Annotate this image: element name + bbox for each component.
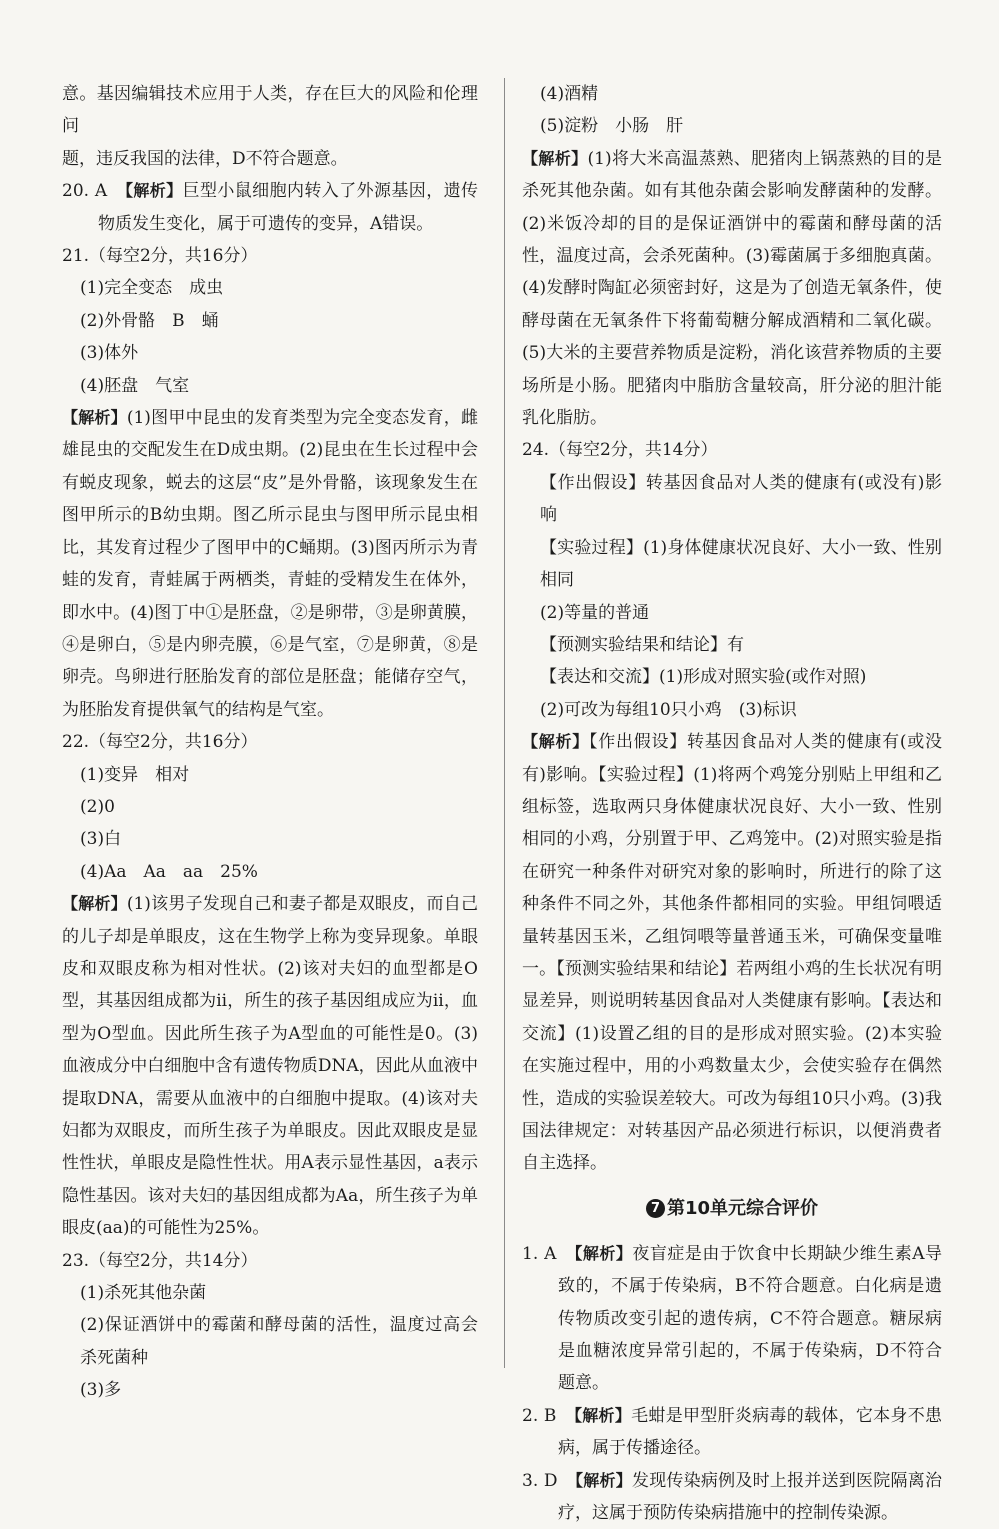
left-column xyxy=(62,78,478,1407)
answer-line: (1)变异 相对 xyxy=(80,764,190,785)
analysis-text: 巨型小鼠细胞内转入了外源基因，遗传物质发生变化，属于可遗传的变异，A错误。 xyxy=(98,181,479,234)
answer-line: 【表达和交流】(1)形成对照实验(或作对照) xyxy=(540,667,867,688)
answer-s3 xyxy=(522,1465,942,1529)
answer-s1 xyxy=(522,1238,942,1400)
analysis-tag: 【解析】 xyxy=(574,1470,632,1490)
answer-line: 【作出假设】转基因食品对人类的健康有(或没有)影响 xyxy=(540,472,942,526)
analysis-tag: 【解析】 xyxy=(62,408,127,428)
analysis-text: 发现传染病例及时上报并送到医院隔离治疗，这属于预防传染病措施中的控制传染源。 xyxy=(558,1470,943,1524)
analysis-text: 夜盲症是由于饮食中长期缺少维生素A导致的，不属于传染病，B不符合题意。白化病是遗传物质改变引起的遗传病，C不符合题意。糖尿病是血糖浓度异常引起的，不属于传染病，D不符合题意。 xyxy=(558,1243,942,1394)
answer-line: (4)胚盘 气室 xyxy=(80,375,190,396)
answer-line: (2)等量的普通 xyxy=(540,602,650,623)
analysis-text: (1)该男子发现自己和妻子都是双眼皮，而自己的儿子却是单眼皮，这在生物学上称为变异现象。单眼皮和双眼皮称为相对性状。(2)该对夫妇的血型都是O型，其基因组成都为ii，所生的孩子基因组成应为ii，血型为O型血。因此所生孩子为A型血的可能性是0。(3)血液成分中白细胞中含有遗传物质DNA，因此从血液中提取DNA，需要从血液中的白细胞中提取。(4)该对夫妇都为双眼皮，而所生孩子为单眼皮。因此双眼皮是显性性状，单眼皮是隐性性状。用A表示显性基因，a表示隐性基因。该对夫妇的基因组成都为Aa，所生孩子为单眼皮(aa)的可能性为25%。 xyxy=(62,894,478,1239)
column-divider xyxy=(504,78,505,1368)
answer-line: (2)保证酒饼中的霉菌和酵母菌的活性，温度过高会杀死菌种 xyxy=(80,1315,478,1368)
analysis-text: 【作出假设】转基因食品对人类的健康有(或没有)影响。【实验过程】(1)将两个鸡笼分别贴上甲组和乙组标签，选取两只身体健康状况良好、大小一致、性别相同的小鸡，分别置于甲、乙鸡笼中。(2)对照实验是指在研究一种条件对研究对象的影响时，所进行的除了这种条件不同之外，其他条件都相同的实验。甲组饲喂适量转基因玉米，乙组饲喂等量普通玉米，可确保变量唯一。【预测实验结果和结论】若两组小鸡的生长状况有明显差异，则说明转基因食品对人类健康有影响。【表达和交流】(1)设置乙组的目的是形成对照实验。(2)本实验在实施过程中，用的小鸡数量太少，会使实验存在偶然性，造成的实验误差较大。可改为每组10只小鸡。(3)我国法律规定：对转基因产品必须进行标识，以便消费者自主选择。 xyxy=(522,732,942,1174)
analysis-text: 毛蚶是甲型肝炎病毒的载体，它本身不患病，属于传播途径。 xyxy=(558,1405,942,1459)
question-21-heading: 21.（每空2分，共16分） xyxy=(62,246,258,267)
analysis-text: (1)图甲中昆虫的发育类型为完全变态发育，雌雄昆虫的交配发生在D成虫期。(2)昆虫在生长过程中会有蜕皮现象，蜕去的这层“皮”是外骨骼，该现象发生在图甲所示的B幼虫期。图乙所示昆虫与图甲所示昆虫相比，其发育过程少了图甲中的C蛹期。(3)图丙所示为青蛙的发育，青蛙属于两栖类，青蛙的受精发生在体外，即水中。(4)图丁中①是胚盘，②是卵带，③是卵黄膜，④是卵白，⑤是内卵壳膜，⑥是气室，⑦是卵黄，⑧是卵壳。鸟卵进行胚胎发育的部位是胚盘；能储存空气，为胚胎发育提供氧气的结构是气室。 xyxy=(62,408,478,720)
analysis-tag: 【解析】 xyxy=(574,1243,633,1263)
answer-line: (1)杀死其他杂菌 xyxy=(80,1283,207,1304)
analysis-24 xyxy=(522,726,942,1180)
answer-line: 【实验过程】(1)身体健康状况良好、大小一致、性别相同 xyxy=(540,537,942,591)
continued-line: 题，违反我国的法律，D不符合题意。 xyxy=(62,148,348,169)
section-number-badge: 7 xyxy=(646,1199,665,1218)
answer-line: 【预测实验结果和结论】有 xyxy=(540,634,744,655)
analysis-22 xyxy=(62,888,478,1244)
analysis-text: (1)将大米高温蒸熟、肥猪肉上锅蒸熟的目的是杀死其他杂菌。如有其他杂菌会影响发酵菌种的发酵。(2)米饭冷却的目的是保证酒饼中的霉菌和酵母菌的活性，温度过高，会杀死菌种。(3)霉菌属于多细胞真菌。(4)发酵时陶缸必须密封好，这是为了创造无氧条件，使酵母菌在无氧条件下将葡萄糖分解成酒精和二氧化碳。(5)大米的主要营养物质是淀粉，消化该营养物质的主要场所是小肠。肥猪肉中脂肪含量较高，肝分泌的胆汁能乳化脂肪。 xyxy=(522,148,942,429)
section-title xyxy=(522,1194,942,1224)
question-23-heading: 23.（每空2分，共14分） xyxy=(62,1250,258,1271)
analysis-tag: 【解析】 xyxy=(124,181,183,201)
question-24-heading: 24.（每空2分，共14分） xyxy=(522,440,718,461)
answer-line: (2)外骨骼 B 蛹 xyxy=(80,310,219,331)
answer-line: (2)可改为每组10只小鸡 (3)标识 xyxy=(540,699,797,720)
answer-line: (3)体外 xyxy=(80,343,139,364)
answer-line: (1)完全变态 成虫 xyxy=(80,278,224,299)
analysis-21 xyxy=(62,402,478,726)
analysis-tag: 【解析】 xyxy=(62,894,127,914)
section-title-text: 第10单元综合评价 xyxy=(666,1197,819,1219)
question-number: 3. D xyxy=(522,1470,558,1491)
analysis-tag: 【解析】 xyxy=(522,148,588,168)
answer-20 xyxy=(62,175,478,240)
analysis-23 xyxy=(522,143,942,435)
question-number: 2. B xyxy=(522,1405,557,1426)
answer-line: (4)酒精 xyxy=(540,84,599,104)
answer-line: (2)0 xyxy=(80,796,115,817)
right-column xyxy=(522,78,942,1529)
question-number: 20. A xyxy=(62,181,108,202)
analysis-tag: 【解析】 xyxy=(522,732,589,752)
analysis-tag: 【解析】 xyxy=(573,1405,632,1425)
continued-line: 意。基因编辑技术应用于人类，存在巨大的风险和伦理问 xyxy=(62,84,478,137)
answer-line: (3)多 xyxy=(80,1380,122,1401)
answer-s2 xyxy=(522,1400,942,1465)
question-number: 1. A xyxy=(522,1243,557,1264)
question-22-heading: 22.（每空2分，共16分） xyxy=(62,732,258,753)
answer-line: (4)Aa Aa aa 25% xyxy=(80,861,258,882)
answer-line: (3)白 xyxy=(80,829,122,850)
answer-line: (5)淀粉 小肠 肝 xyxy=(540,116,684,137)
